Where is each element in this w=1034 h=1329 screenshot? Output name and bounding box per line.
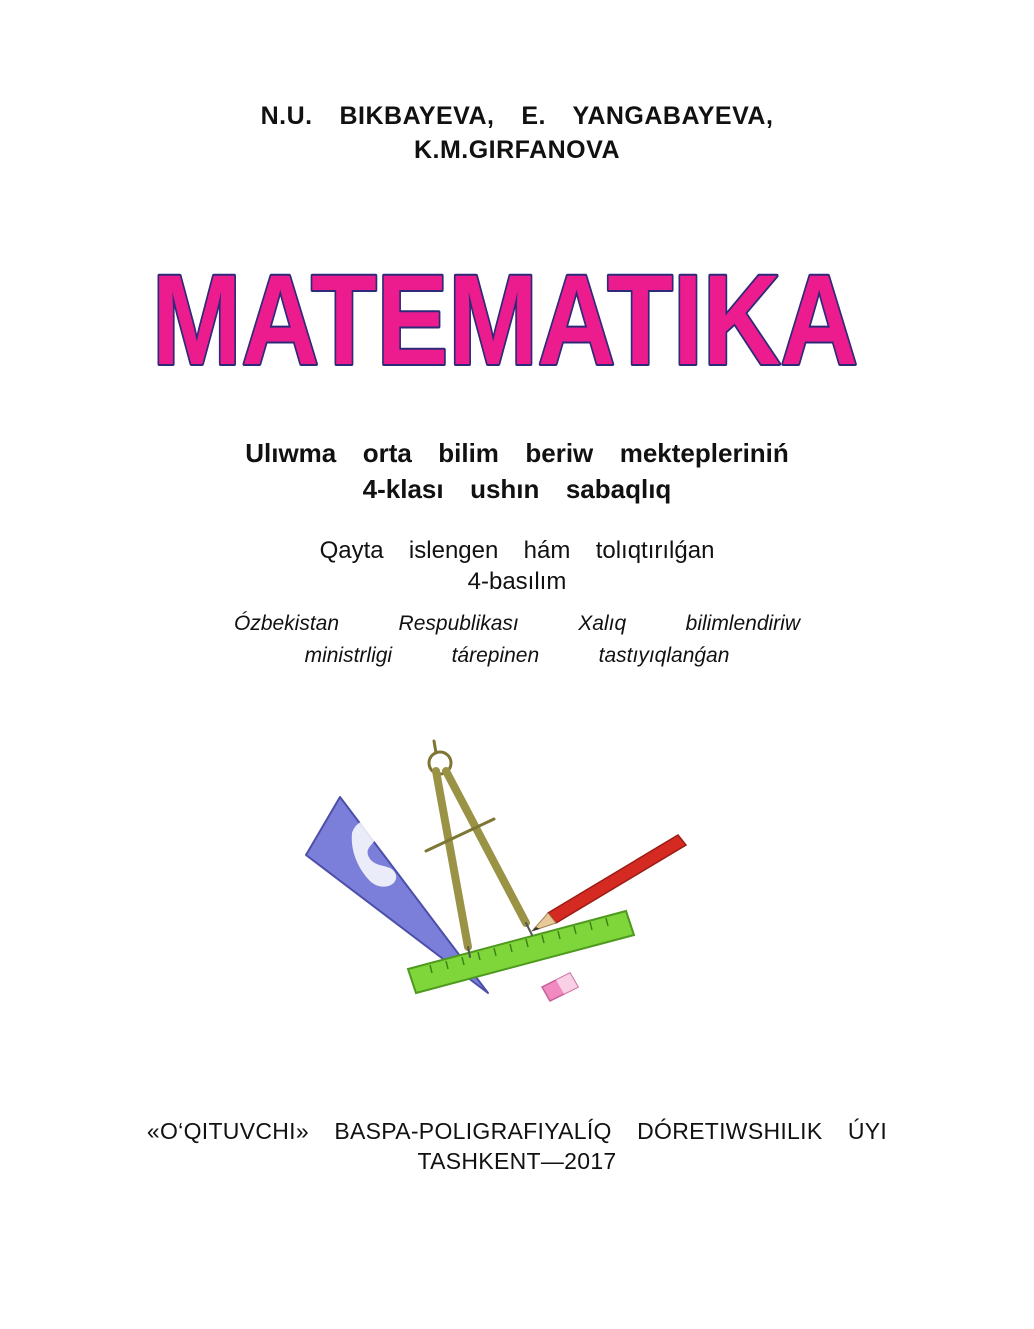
math-tools-illustration	[300, 735, 700, 1005]
eraser-icon	[542, 973, 578, 1001]
edition-line-2: 4-basılım	[467, 568, 567, 595]
edition-line-1: Qayta islengen hám tolıqtırılǵan	[319, 537, 715, 564]
approval-line-2: ministrligi tárepinen tastıyıqlanǵan	[304, 644, 730, 667]
authors-line-1: N.U. BIKBAYEVA, E. YANGABAYEVA,	[260, 102, 774, 130]
publisher-name: «O‘QITUVCHI» BASPA-POLIGRAFIYALÍQ DÓRETIWSHILIK ÚYI	[146, 1118, 888, 1144]
book-title-text: MATEMATIKA	[152, 252, 858, 382]
subtitle-line-1: Ulıwma orta bilim beriw mektepleriniń	[245, 438, 789, 468]
compass-icon	[426, 741, 532, 957]
book-title	[0, 252, 1034, 382]
approval-line-1: Ózbekistan Respublikası Xalıq bilimlendiriw	[233, 612, 800, 635]
authors-line-2: K.M.GIRFANOVA	[413, 136, 621, 164]
subtitle-line-2: 4-klası ushın sabaqlıq	[362, 474, 672, 504]
publisher-city-year: TASHKENT—2017	[417, 1148, 617, 1174]
